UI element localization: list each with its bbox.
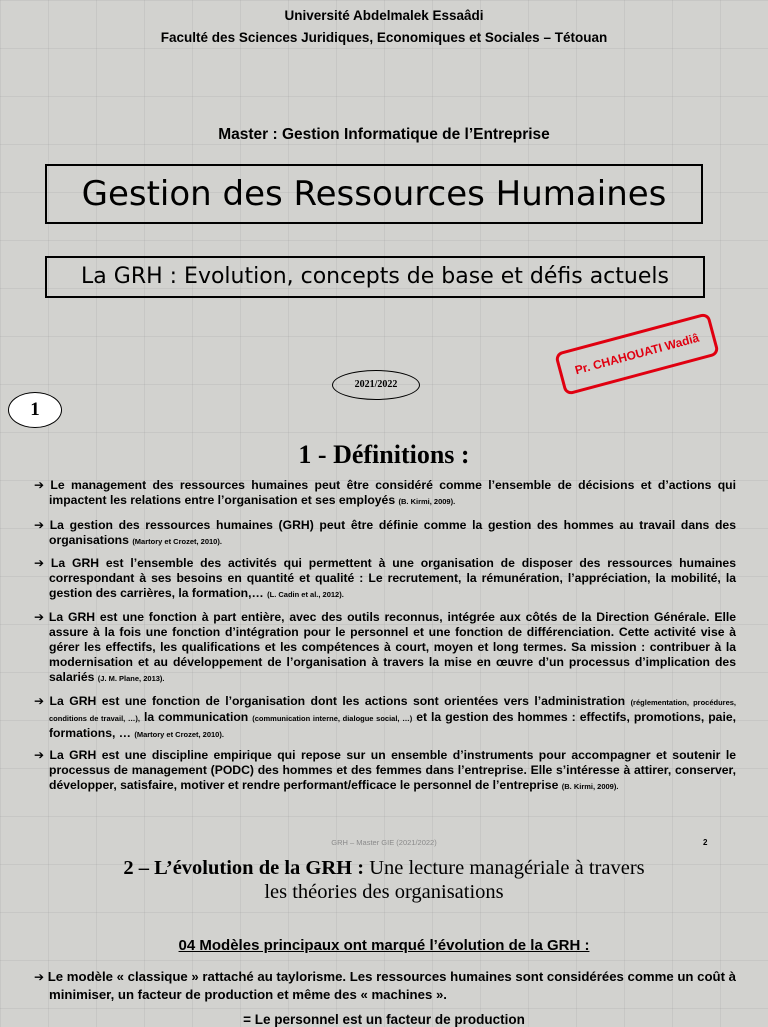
course-title: Gestion des Ressources Humaines (45, 164, 703, 224)
arrow-right-icon: ➔ (34, 694, 45, 708)
citation: (L. Cadin et al., 2012). (267, 590, 344, 599)
master-program: Master : Gestion Informatique de l’Entreprise (218, 126, 550, 143)
citation: (Martory et Crozet, 2010). (134, 730, 224, 739)
academic-year: 2021/2022 (332, 370, 420, 400)
definition-paragraph-1: ➔ Le management des ressources humaines peut être considéré comme l’ensemble de décisions et d’actions qui impactent les relations entre l’organisation et ses employés (B. Kirmi, 2009). (34, 478, 737, 507)
university-name: Université Abdelmalek Essaâdi (284, 8, 484, 23)
section-1-title: 1 - Définitions : (298, 440, 470, 469)
section-2-subtitle: 04 Modèles principaux ont marqué l’évolution de la GRH : (178, 937, 590, 954)
model-paragraph: ➔ Le modèle « classique » rattaché au taylorisme. Les ressources humaines sont considérées comme un coût à minimiser, un facteur de production et même des « machines ». (34, 969, 736, 1002)
definition-paragraph-6: ➔ La GRH est une discipline empirique qui repose sur un ensemble d’instruments pour accompagner et soutenir le processus de management (PODC) des hommes et des femmes dans l’entreprise. Elle s’intéresse à attirer, conserver, développer, satisfaire, motiver et rendre performant/efficace le personnel de l’entreprise (B. Kirmi, 2009). (34, 748, 736, 792)
model-conclusion: = Le personnel est un facteur de production (243, 1012, 525, 1027)
citation: (B. Kirmi, 2009). (561, 782, 619, 791)
citation: (communication interne, dialogue social, …) (252, 714, 413, 723)
course-subtitle: La GRH : Evolution, concepts de base et défis actuels (45, 256, 705, 298)
slide-page-number: 2 (703, 838, 708, 847)
definition-paragraph-4: ➔ La GRH est une fonction à part entière, avec des outils reconnus, intégrée aux côtés de la Direction Générale. Elle assure à la fois une fonction d’intégration pour le personnel et une fonction de différenciation. Cette activité vise à gérer les effectifs, les qualifications et les compétences à court, moyen et long termes. Sa mission : contribuer à la modernisation et au développement de l’organisation à travers la mise en œuvre d’un processus d’implication des salariés (J. M. Plane, 2013). (34, 610, 737, 684)
arrow-right-icon: ➔ (34, 748, 45, 762)
citation: (J. M. Plane, 2013). (97, 674, 165, 683)
definition-paragraph-2: ➔ La gestion des ressources humaines (GRH) peut être définie comme la gestion des hommes au travail dans des organisations (Martory et Crozet, 2010). (34, 518, 736, 547)
page-badge: 1 (8, 392, 62, 428)
citation: (Martory et Crozet, 2010). (132, 537, 222, 546)
definition-paragraph-5: ➔ La GRH est une fonction de l’organisation dont les actions sont orientées vers l’administration (réglementation, procédures, conditions de travail, …), la communication (communication interne, dialogue social, …) et la gestion des hommes : effectifs, promotions, paie, formations, … (Martory et Crozet, 2010). (34, 694, 736, 740)
section-2-title: 2 – L’évolution de la GRH : Une lecture managériale à travers les théories des organisations (123, 857, 645, 903)
arrow-right-icon: ➔ (34, 478, 45, 492)
arrow-right-icon: ➔ (34, 518, 45, 532)
citation: (B. Kirmi, 2009). (398, 497, 456, 506)
citation: (réglementation, procédures, conditions de travail, …), (49, 698, 736, 723)
arrow-right-icon: ➔ (34, 970, 45, 984)
professor-stamp: Pr. CHAHOUATI Wadiâ (554, 312, 720, 396)
arrow-right-icon: ➔ (34, 610, 45, 624)
faculty-name: Faculté des Sciences Juridiques, Economiques et Sociales – Tétouan (160, 30, 608, 45)
arrow-right-icon: ➔ (34, 556, 45, 570)
slide-footer: GRH – Master GIE (2021/2022) (331, 838, 437, 847)
definition-paragraph-3: ➔ La GRH est l’ensemble des activités qui permettent à une organisation de disposer des ressources humaines correspondant à ses besoins en quantité et qualité : Le recrutement, la rémunération, l’appréciation, la mobilité, la gestion des carrières, la formation,… (L. Cadin et al., 2012). (34, 556, 736, 600)
